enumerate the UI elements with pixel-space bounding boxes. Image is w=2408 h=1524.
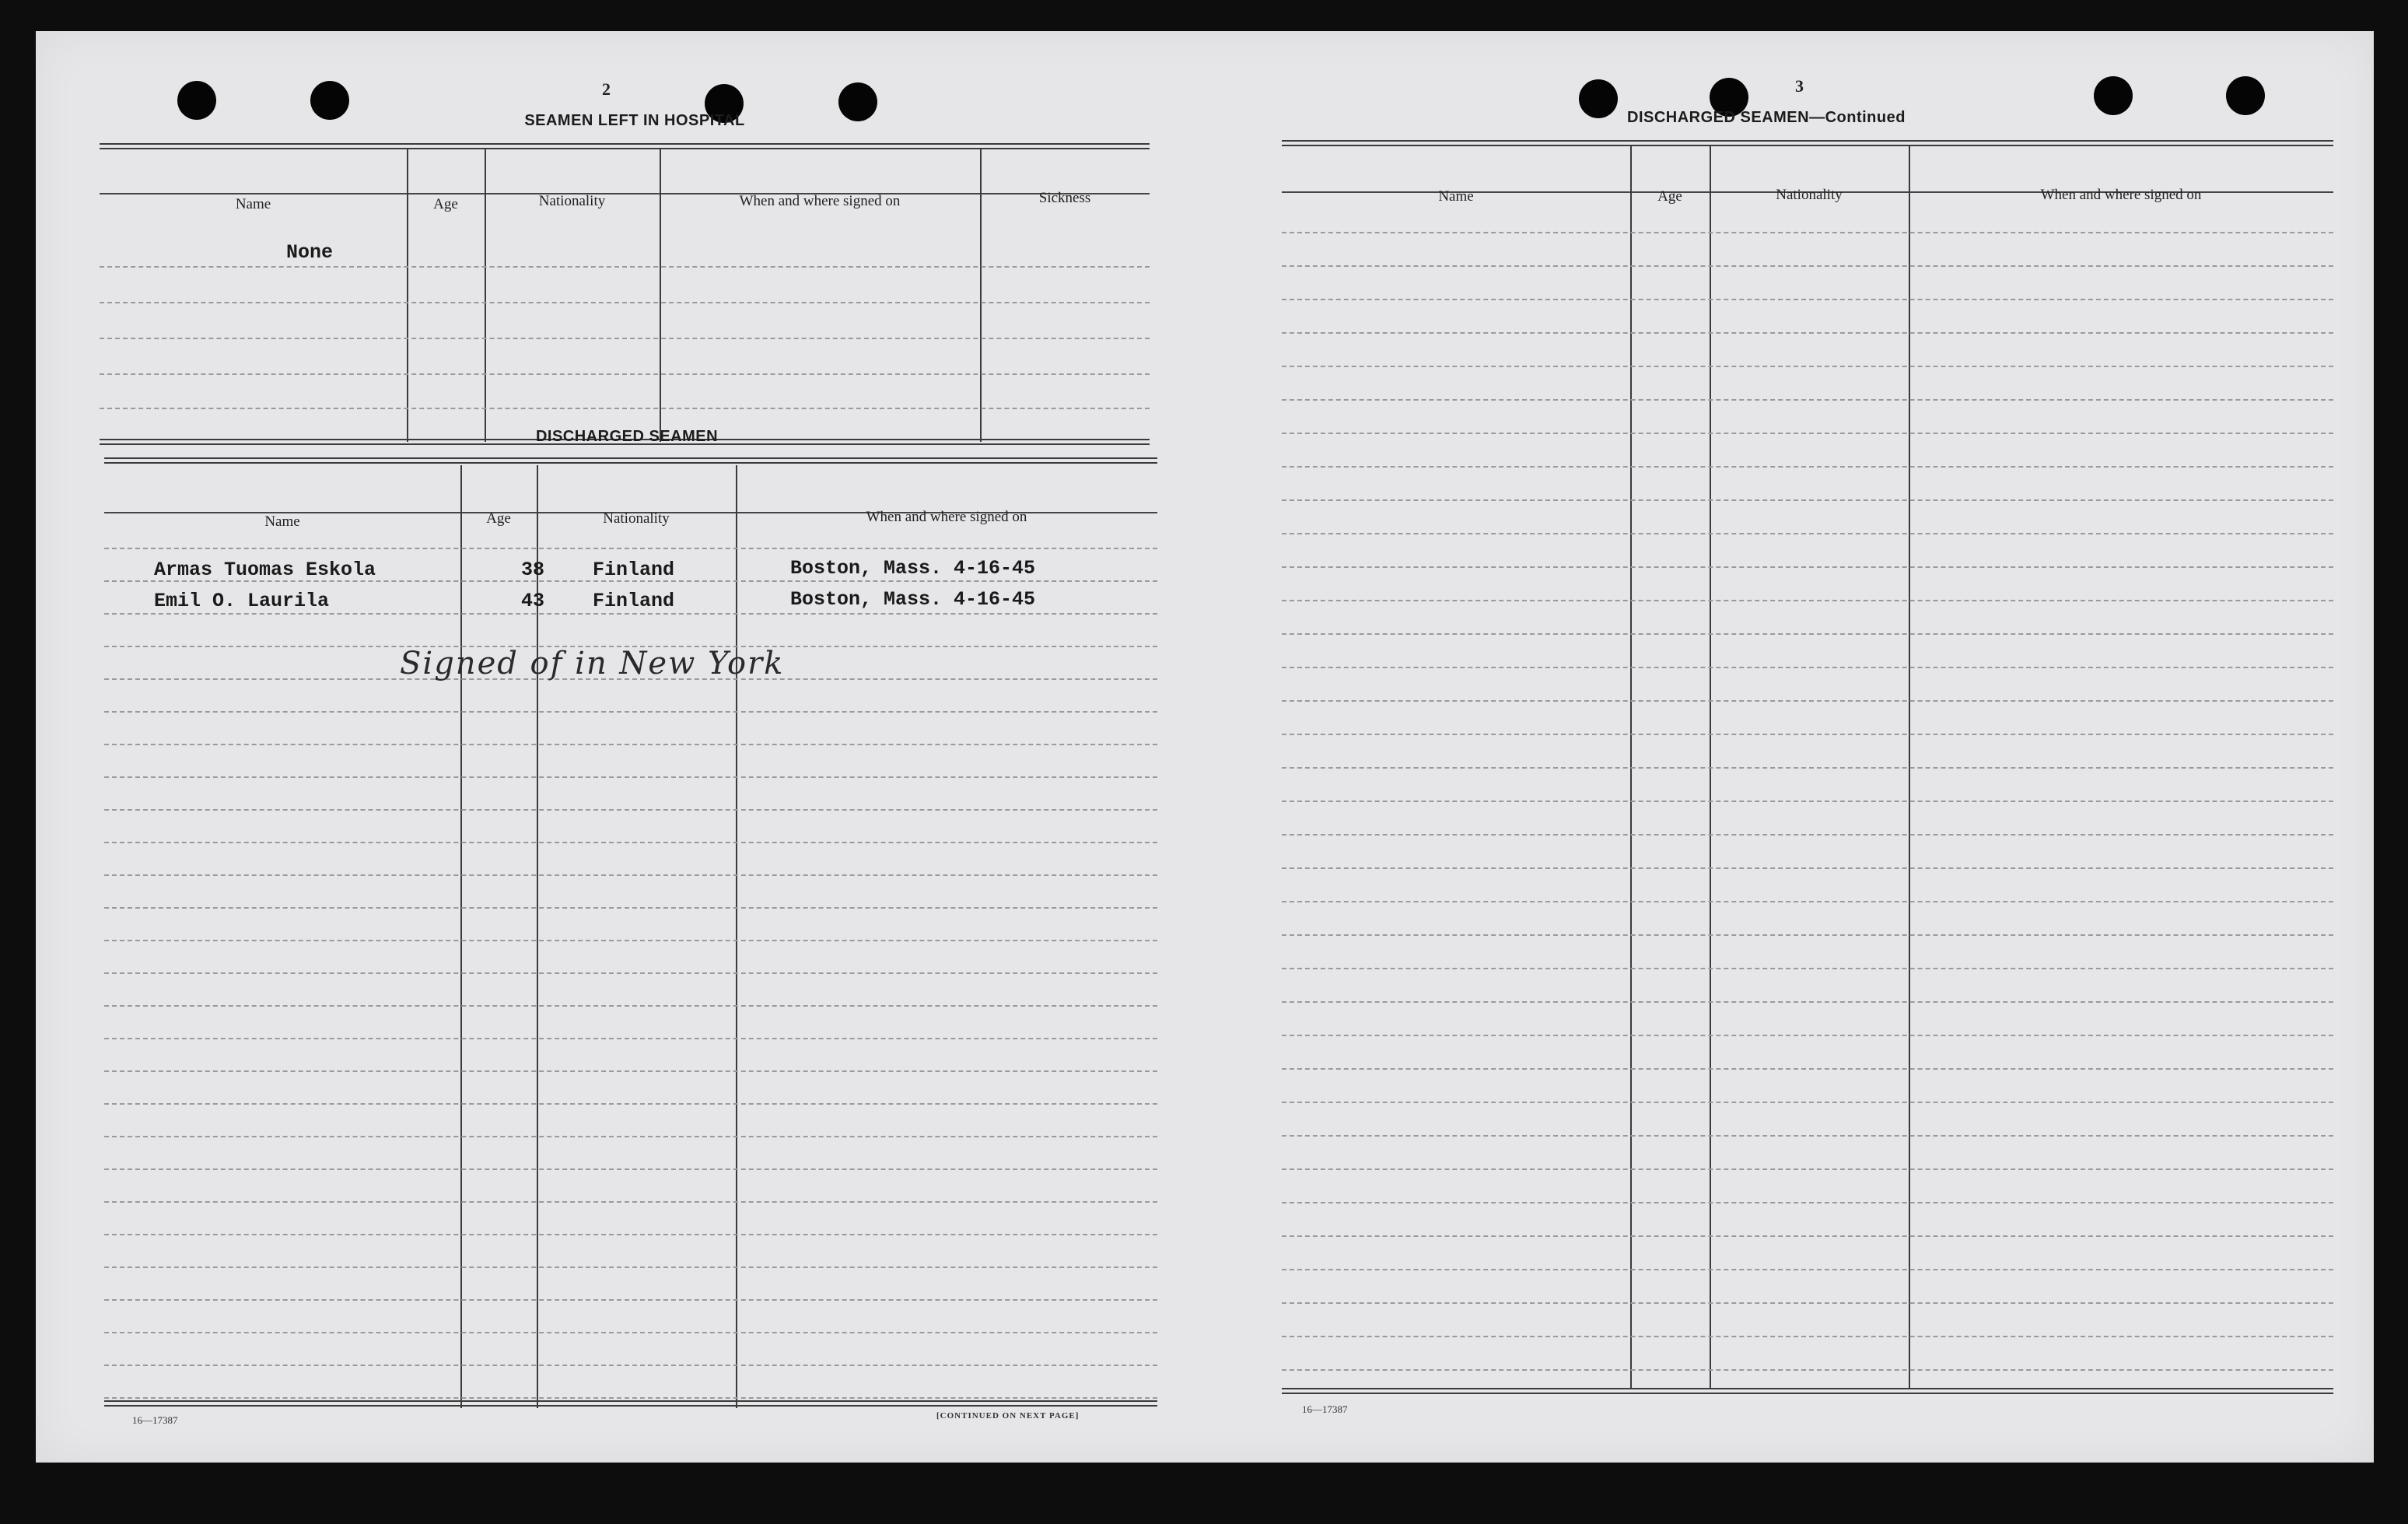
row-line	[104, 940, 1157, 941]
seaman-name: Emil O. Laurila	[154, 590, 330, 612]
hospital-table	[100, 143, 1150, 447]
table-bottom-rule	[1282, 1388, 2333, 1394]
row-line	[1282, 767, 2333, 769]
column-divider	[660, 149, 661, 442]
table-top-rule	[100, 143, 1150, 149]
row-line	[1282, 801, 2333, 802]
row-line	[1282, 1035, 2333, 1036]
row-line	[104, 711, 1157, 713]
row-line	[1282, 466, 2333, 468]
form-code: 16—17387	[1302, 1403, 1348, 1415]
row-line	[1282, 667, 2333, 668]
row-line	[104, 1332, 1157, 1333]
section-title-discharged-continued: DISCHARGED SEAMEN—Continued	[1627, 109, 1906, 126]
row-line	[104, 1005, 1157, 1007]
table-bottom-rule	[104, 1400, 1157, 1407]
seaman-age: 38	[521, 559, 545, 581]
document-sheet	[36, 31, 2374, 1463]
row-line	[1282, 533, 2333, 534]
row-line	[1282, 901, 2333, 902]
row-line	[1282, 366, 2333, 367]
row-line	[1282, 299, 2333, 300]
row-line	[104, 907, 1157, 909]
row-line	[1282, 399, 2333, 401]
row-line	[104, 1136, 1157, 1137]
row-line	[1282, 1168, 2333, 1170]
column-header: Name	[1438, 188, 1474, 205]
row-line	[1282, 499, 2333, 501]
discharged-continued-table	[1282, 140, 2333, 1396]
row-line	[1282, 734, 2333, 735]
row-line	[104, 548, 1157, 549]
column-header: Name	[235, 196, 271, 212]
row-line	[1282, 968, 2333, 969]
column-header: Age	[1657, 188, 1682, 205]
row-line	[104, 613, 1157, 615]
section-title-discharged: DISCHARGED SEAMEN	[535, 428, 719, 445]
column-header: When and where signed on	[866, 509, 1027, 525]
column-header: When and where signed on	[739, 193, 901, 209]
row-line	[1282, 633, 2333, 635]
section-title-hospital: SEAMEN LEFT IN HOSPITAL	[524, 112, 745, 129]
row-line	[100, 302, 1150, 303]
row-line	[100, 408, 1150, 409]
continued-note: [CONTINUED ON NEXT PAGE]	[936, 1411, 1080, 1421]
row-line	[1282, 1135, 2333, 1137]
row-line	[1282, 1336, 2333, 1337]
row-line	[1282, 834, 2333, 836]
row-line	[1282, 332, 2333, 334]
seaman-nationality: Finland	[593, 559, 675, 581]
row-line	[104, 1234, 1157, 1235]
punch-hole	[838, 82, 877, 121]
page-number: 3	[1795, 76, 1804, 96]
column-header: Nationality	[603, 510, 670, 527]
row-line	[104, 1070, 1157, 1072]
row-line	[1282, 1369, 2333, 1371]
row-line	[104, 1365, 1157, 1366]
punch-hole	[177, 81, 216, 120]
column-header: Sickness	[1038, 190, 1091, 206]
column-header: Age	[433, 196, 458, 212]
row-line	[1282, 566, 2333, 568]
row-line	[1282, 265, 2333, 267]
table-top-rule	[104, 457, 1157, 464]
column-divider	[407, 149, 408, 442]
row-line	[1282, 433, 2333, 434]
row-line	[100, 373, 1150, 375]
row-line	[1282, 1269, 2333, 1270]
row-line	[104, 874, 1157, 876]
column-header: Name	[264, 513, 300, 530]
row-line	[1282, 700, 2333, 702]
row-line	[104, 1103, 1157, 1105]
punch-hole	[2226, 76, 2265, 115]
row-line	[104, 809, 1157, 811]
row-line	[1282, 934, 2333, 936]
row-line	[1282, 1001, 2333, 1003]
row-line	[104, 1397, 1157, 1399]
row-line	[1282, 232, 2333, 233]
discharged-table	[104, 457, 1157, 1416]
row-line	[1282, 1302, 2333, 1304]
seaman-nationality: Finland	[593, 590, 675, 612]
form-code: 16—17387	[132, 1414, 178, 1426]
page-number: 2	[602, 79, 611, 99]
column-header: When and where signed on	[2040, 187, 2202, 203]
row-line	[1282, 1068, 2333, 1070]
row-line	[100, 338, 1150, 339]
column-divider	[980, 149, 982, 442]
hospital-entry-none: None	[286, 241, 334, 264]
column-header: Age	[486, 510, 511, 527]
column-header: Nationality	[538, 193, 606, 209]
row-line	[1282, 600, 2333, 601]
row-line	[1282, 1102, 2333, 1103]
row-line	[1282, 1235, 2333, 1237]
column-header: Nationality	[1776, 187, 1843, 203]
row-line	[104, 1299, 1157, 1301]
column-divider	[485, 149, 486, 442]
seaman-name: Armas Tuomas Eskola	[154, 559, 376, 581]
seaman-age: 43	[521, 590, 545, 612]
row-line	[104, 1201, 1157, 1203]
seaman-signed-on: Boston, Mass. 4-16-45	[790, 557, 1036, 580]
row-line	[104, 1038, 1157, 1039]
row-line	[104, 1168, 1157, 1170]
handwritten-note: Signed of in New York	[400, 646, 785, 681]
row-line	[104, 1266, 1157, 1268]
table-top-rule	[1282, 140, 2333, 146]
punch-hole	[310, 81, 349, 120]
punch-hole	[2094, 76, 2133, 115]
row-line	[104, 744, 1157, 745]
row-line	[1282, 1202, 2333, 1203]
row-line	[100, 266, 1150, 268]
row-line	[104, 776, 1157, 778]
seaman-signed-on: Boston, Mass. 4-16-45	[790, 588, 1036, 611]
row-line	[104, 972, 1157, 974]
row-line	[104, 842, 1157, 843]
row-line	[1282, 867, 2333, 869]
